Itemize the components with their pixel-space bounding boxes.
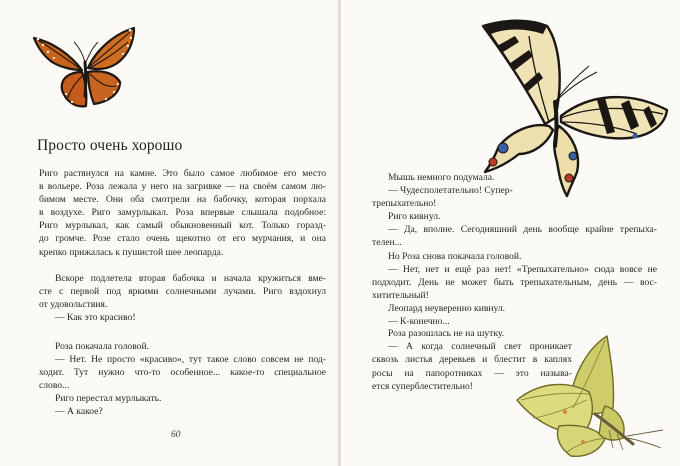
brimstone-butterfly-icon (509, 330, 679, 460)
text-line: крепко прижалась к пушистой шее леопарда. (39, 246, 224, 258)
right-paragraph-1 (372, 171, 657, 328)
text-line: — Чудесполетательно! Супер- (388, 185, 513, 197)
chapter-title: Просто очень хорошо (37, 137, 183, 154)
text-line: росы на папоротниках — это называ- (372, 367, 572, 379)
text-line: ется суперблестительно! (372, 380, 474, 392)
text-line: Риго кивнул. (388, 211, 441, 223)
text-line: в воздухе. Риго замурлыкал. Роза впервые слышала подобное: (39, 207, 326, 219)
text-line: хитительный! (372, 289, 429, 301)
text-line: слово... (39, 380, 70, 392)
text-line: — А когда солнечный свет проникает (388, 341, 572, 353)
text-line: от удовольствия. (39, 299, 108, 311)
swallowtail-butterfly-icon (469, 6, 679, 196)
page-number: 60 (171, 430, 181, 440)
text-line: трепыхательно! (372, 198, 437, 210)
text-line: сте с первой под яркими солнечными лучами. Риго вздохнул (39, 286, 326, 298)
text-line: Леопард неуверенно кивнул. (388, 302, 506, 314)
text-line: ходит. Тут нужно что-то особенное... какое-то специальное (39, 367, 326, 379)
text-line: Роза покачала головой. (55, 341, 150, 352)
text-line: — Да, вполне. Сегодняшний день вообще крайне трепыха- (388, 224, 657, 236)
text-line: Мышь немного подумала. (388, 172, 495, 183)
text-line: — Нет, нет и ещё раз нет! «Трепыхательно» сюда вовсе не (388, 263, 657, 275)
text-line: сквозь листья деревьев и блестит в каплях (372, 354, 572, 366)
text-line: — Как это красиво! (55, 312, 136, 324)
text-line: — А какое? (55, 406, 103, 418)
monarch-butterfly-icon (30, 12, 140, 122)
text-line: Вскоре подлетела вторая бабочка и начала кружиться вме- (55, 273, 326, 284)
text-line: телен... (372, 237, 402, 249)
text-line: — Нет. Не просто «красиво», тут такое слово совсем не под- (55, 354, 326, 366)
text-line: Но Роза снова покачала головой. (388, 250, 522, 262)
text-line: в вольере. Роза лежала у него на загривке — на своём самом лю- (39, 181, 326, 193)
left-paragraph-1 (39, 167, 326, 259)
text-line: Роза разошлась не на шутку. (388, 328, 505, 339)
text-line: Риго растянулся на камне. Это было самое любимое его место (39, 168, 326, 179)
text-line: — К-конечно... (388, 316, 450, 328)
text-line: до громче. Розе стало очень щекотно от его мурчания, и она (39, 233, 326, 245)
text-line: бимом месте. Они оба смотрели на бабочку, которая порхала (39, 194, 326, 206)
text-line: Риго мурлыкал, как самый обыкновенный кот. Только горазд- (39, 220, 326, 232)
text-line: подходит. День не может быть трепыхательным, день — вос- (372, 276, 657, 288)
left-paragraph-2 (39, 272, 326, 324)
left-page (0, 0, 339, 466)
right-page (341, 0, 680, 466)
left-paragraph-3 (39, 340, 326, 419)
text-line: Риго перестал мурлыкать. (55, 393, 162, 405)
